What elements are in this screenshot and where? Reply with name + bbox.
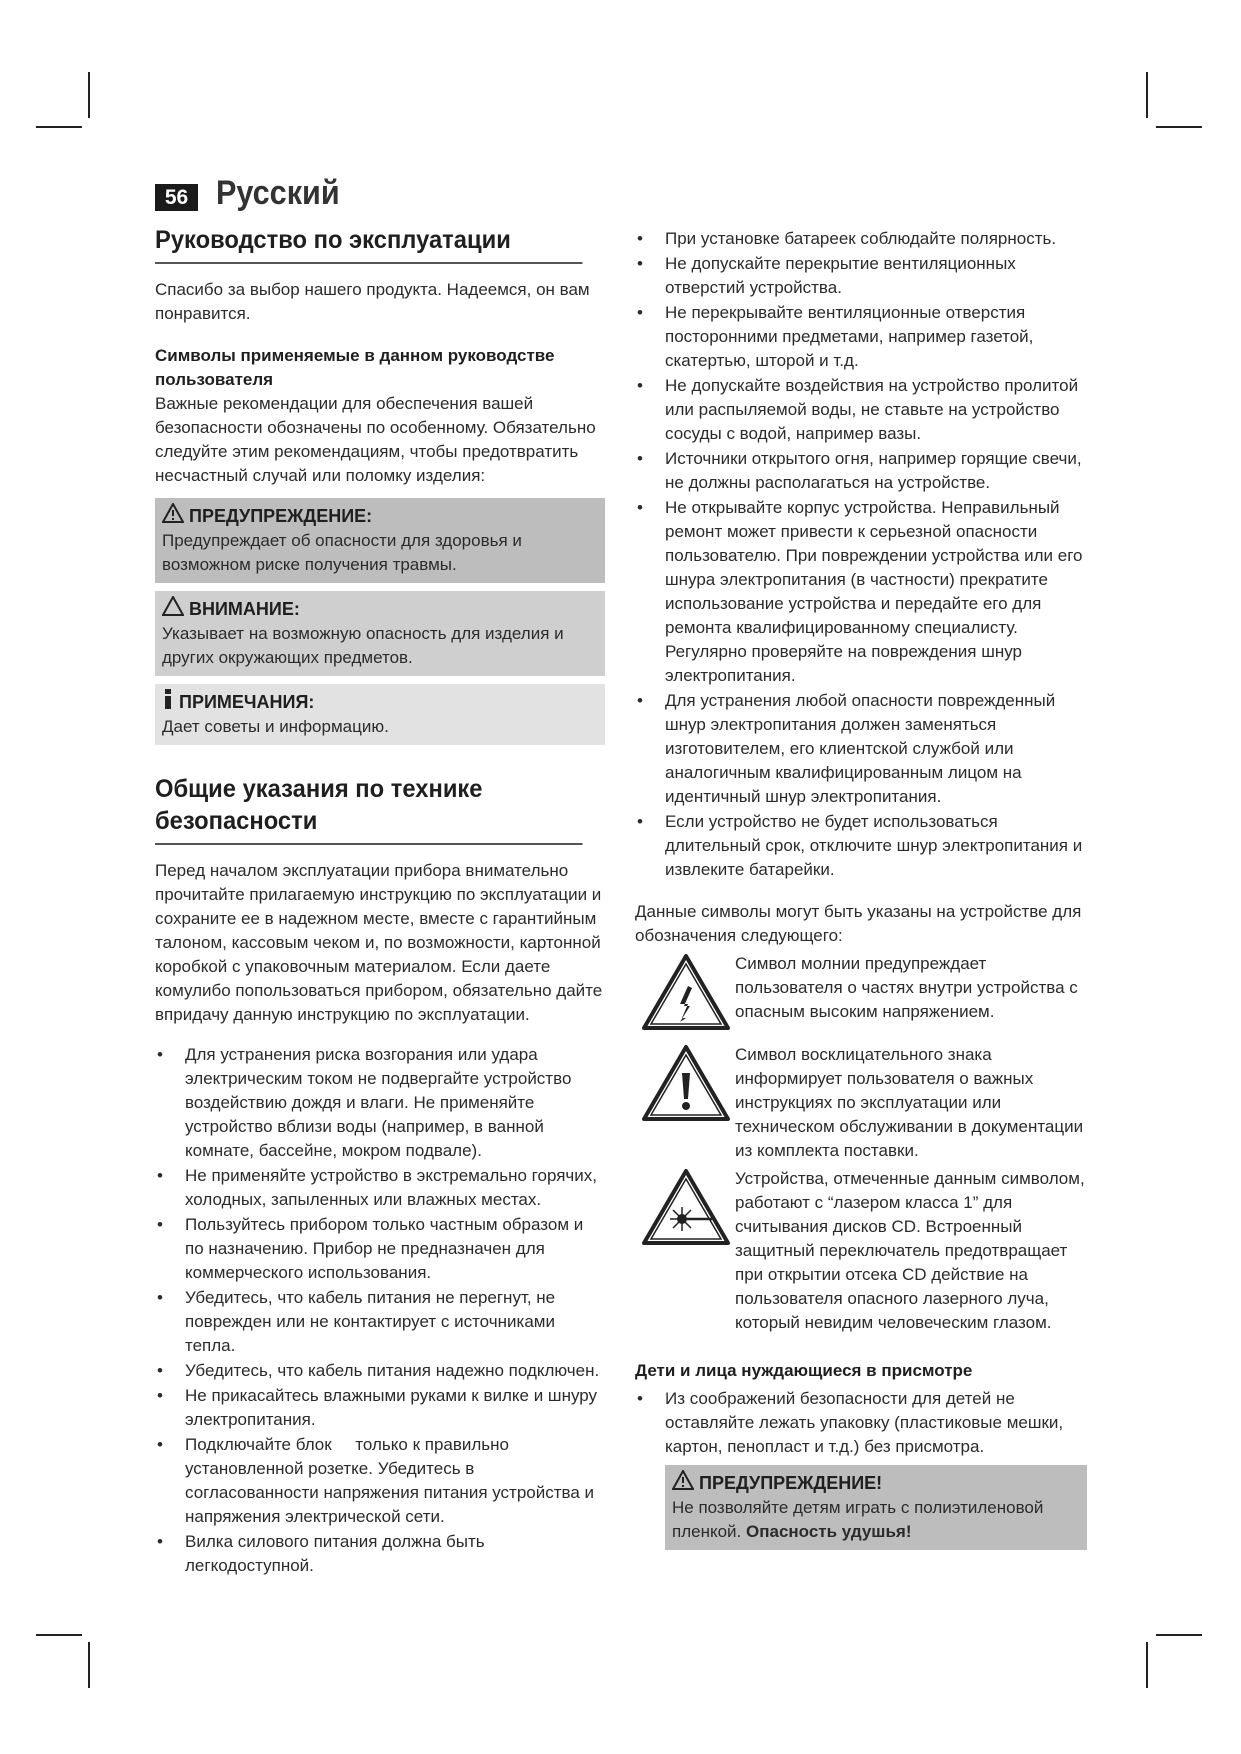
lightning-warning-icon — [640, 952, 732, 1039]
left-column — [155, 224, 605, 1578]
symbol-text: Символ молнии предупреждает пользователя о частях внутри устройства с опасным высоким напряжением. — [735, 954, 1078, 1021]
list-item: • Подключайте блок только к правильно установленной розетке. Убедитесь в согласованности напряжения питания устройства и напряжения электрической сети. — [155, 1433, 605, 1529]
warning-triangle-icon — [162, 503, 184, 529]
safety-intro: Перед началом эксплуатации прибора внимательно прочитайте прилагаемую инструкцию по эксплуатации и сохраните ее в надежном месте, вместе с гарантийным талоном, кассовым чеком и, по возможности, картонной коробкой с упаковочным материалом. Если даете комулибо попользоваться прибором, обязательно дайте впридачу данную инструкцию по эксплуатации. — [155, 861, 603, 1024]
list-item: • Убедитесь, что кабель питания не перегнут, не поврежден или не контактирует с источниками тепла. — [155, 1286, 605, 1358]
list-item: • Пользуйтесь прибором только частным образом и по назначению. Прибор не предназначен для коммерческого использования. — [155, 1213, 605, 1285]
caution-box — [155, 591, 605, 676]
page-number: 56 — [155, 184, 198, 211]
warning-text: Предупреждает об опасности для здоровья и возможном риске получения травмы. — [162, 531, 522, 574]
symbol-text: Устройства, отмеченные данным символом, работают с “лазером класса 1” для считывания дисков CD. Встроенный защитный переключатель предотвращает при открытии отсека CD действие на пользователя опасного лазерного луча, который невидим человеческим глазом. — [735, 1169, 1085, 1332]
child-warning-text-block — [672, 1496, 1080, 1544]
list-item: • При установке батареек соблюдайте полярность. — [635, 227, 1087, 251]
crop-mark — [36, 126, 82, 128]
laser-warning-icon — [640, 1167, 732, 1254]
warning-title: ПРЕДУПРЕЖДЕНИЕ: — [189, 506, 373, 526]
child-warning-emphasis: Опасность удушья! — [746, 1522, 912, 1541]
crop-mark — [1146, 1642, 1148, 1688]
list-item: • Для устранения риска возгорания или удара электрическим током не подвергайте устройство воздействию дождя и влаги. Не применяйте устройство вблизи воды (например, в ванной комнате, бассейне, мокром подвале). — [155, 1043, 605, 1163]
info-icon — [162, 689, 174, 715]
safety-title: Общие указания по технике безопасности — [155, 773, 583, 845]
list-item: • Не открывайте корпус устройства. Неправильный ремонт может привести к серьезной опасности пользователю. При повреждении устройства или его шнура электропитания (в частности) прекратите использование устройства и передайте его для ремонта квалифицированному специалисту. Регулярно проверяйте на повреждения шнур электропитания. — [635, 496, 1087, 688]
warning-title-row — [162, 503, 598, 529]
crop-mark — [1156, 126, 1202, 128]
symbols-heading: Символы применяемые в данном руководстве пользователя — [155, 346, 555, 389]
caution-title: ВНИМАНИЕ: — [189, 599, 300, 619]
child-warning-title: ПРЕДУПРЕЖДЕНИЕ! — [699, 1473, 883, 1493]
note-title: ПРИМЕЧАНИЯ: — [179, 692, 315, 712]
warning-box — [155, 498, 605, 583]
list-item: • Не применяйте устройство в экстремально горячих, холодных, запыленных или влажных местах. — [155, 1164, 605, 1212]
crop-mark — [88, 72, 90, 118]
list-item: • Не допускайте воздействия на устройство пролитой или распыляемой воды, не ставьте на устройство сосуды с водой, например вазы. — [635, 374, 1087, 446]
list-item: • Если устройство не будет использоваться длительный срок, отключите шнур электропитания и извлеките батарейки. — [635, 810, 1087, 882]
caution-title-row — [162, 596, 598, 622]
intro-text: Спасибо за выбор нашего продукта. Надеемся, он вам понравится. — [155, 280, 590, 323]
list-item: • Из соображений безопасности для детей не оставляйте лежать упаковку (пластиковые мешки, картон, пенопласт и т.д.) без присмотра. — [635, 1387, 1087, 1459]
note-box — [155, 684, 605, 745]
list-item: • Убедитесь, что кабель питания надежно подключен. — [155, 1359, 605, 1383]
note-text: Дает советы и информацию. — [162, 717, 389, 736]
note-title-row — [162, 689, 598, 715]
child-warning-title-row — [672, 1470, 1080, 1496]
children-bullet-list — [635, 1387, 1087, 1459]
list-item: • Вилка силового питания должна быть легкодоступной. — [155, 1530, 605, 1578]
safety-bullet-list — [155, 1043, 605, 1578]
crop-mark — [36, 1634, 82, 1636]
list-item: • Источники открытого огня, например горящие свечи, не должны располагаться на устройстве. — [635, 447, 1087, 495]
exclamation-warning-icon — [640, 1043, 732, 1130]
symbol-row-lightning — [635, 952, 1087, 1039]
list-item: • Для устранения любой опасности поврежденный шнур электропитания должен заменяться изготовителем, его клиентской службой или аналогичным квалифицированным лицом на идентичный шнур электропитания. — [635, 689, 1087, 809]
list-item: • Не допускайте перекрытие вентиляционных отверстий устройства. — [635, 252, 1087, 300]
crop-mark — [1156, 1634, 1202, 1636]
device-bullet-list — [635, 227, 1087, 882]
symbol-row-exclamation — [635, 1043, 1087, 1163]
caution-text: Указывает на возможную опасность для изделия и других окружающих предметов. — [162, 624, 564, 667]
child-warning-text: Не позволяйте детям играть с полиэтиленовой пленкой. — [672, 1498, 1044, 1541]
symbol-text: Символ восклицательного знака информирует пользователя о важных инструкциях по эксплуатации или техническом обслуживании в документации из комплекта поставки. — [735, 1045, 1084, 1160]
child-warning-box — [665, 1465, 1087, 1550]
right-column — [635, 226, 1087, 1550]
symbol-row-laser — [635, 1167, 1087, 1335]
list-item: • Не перекрывайте вентиляционные отверстия посторонними предметами, например газетой, скатертью, шторой и т.д. — [635, 301, 1087, 373]
children-heading: Дети и лица нуждающиеся в присмотре — [635, 1361, 973, 1380]
warning-triangle-icon — [672, 1470, 694, 1496]
manual-title: Руководство по эксплуатации — [155, 224, 583, 264]
symbols-text: Важные рекомендации для обеспечения вашей безопасности обозначены по особенному. Обязательно следуйте этим рекомендациям, чтобы предотвратить несчастный случай или поломку изделия: — [155, 394, 596, 485]
symbols-intro: Данные символы могут быть указаны на устройстве для обозначения следующего: — [635, 902, 1082, 945]
caution-triangle-icon — [162, 596, 184, 622]
crop-mark — [1146, 72, 1148, 118]
language-title: Русский — [216, 174, 340, 212]
list-item: • Не прикасайтесь влажными руками к вилке и шнуру электропитания. — [155, 1384, 605, 1432]
crop-mark — [88, 1642, 90, 1688]
